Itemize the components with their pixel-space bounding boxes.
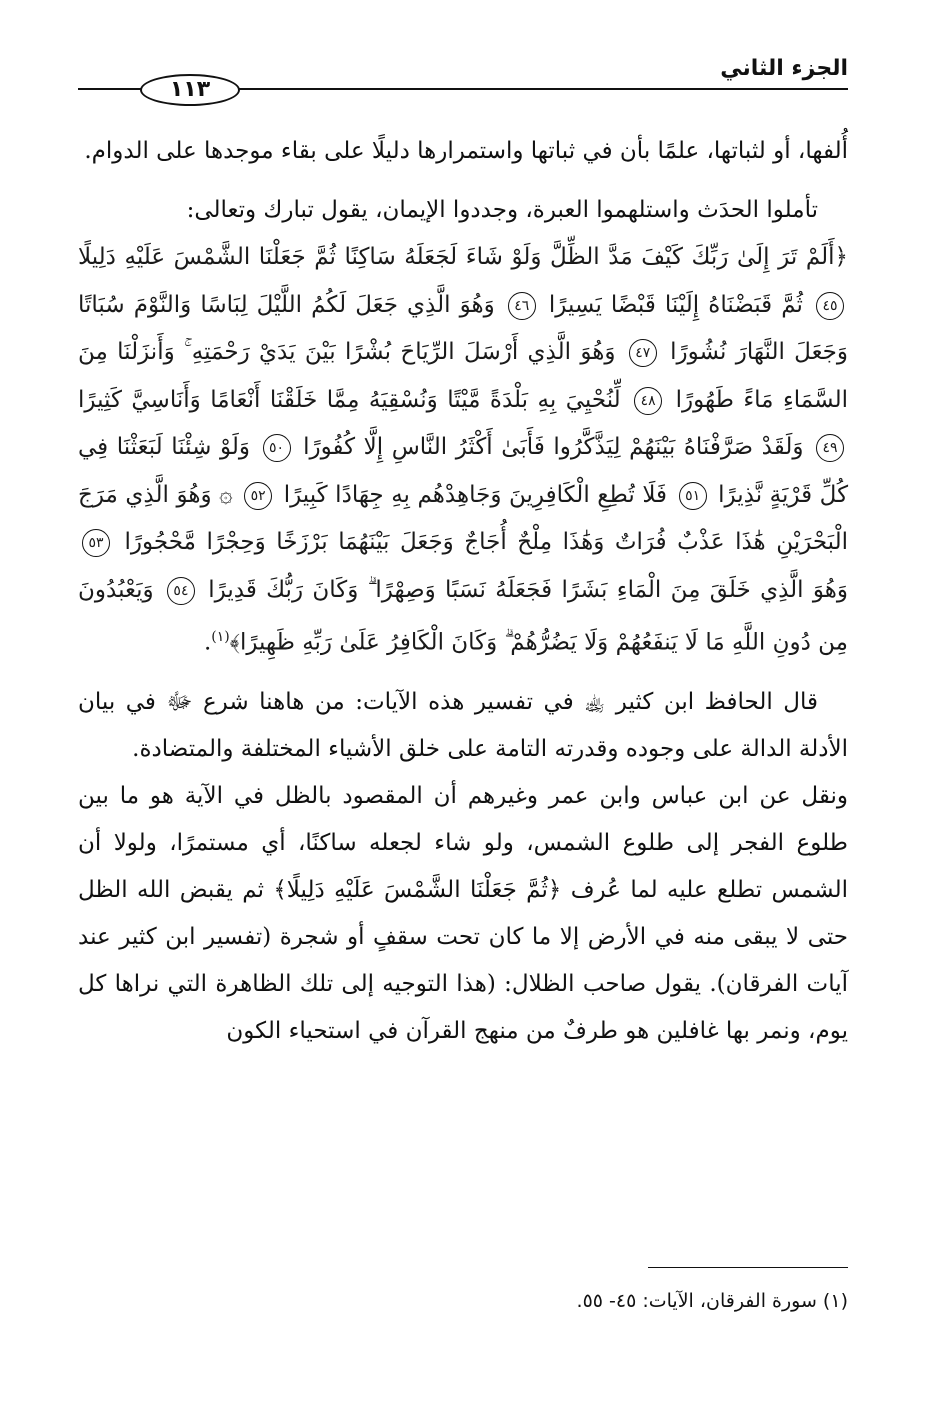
part-title: الجزء الثاني <box>720 56 848 81</box>
quran-segment: وَلَقَدْ صَرَّفْنَاهُ بَيْنَهُمْ لِيَذَّكَّرُوا فَأَبَىٰ أَكْثَرُ النَّاسِ إِلَّا كُفُورًا <box>303 434 804 460</box>
paragraph-3: قال الحافظ ابن كثير ﵀ في تفسير هذه الآيات: من هاهنا شرع ﷻ في بيان الأدلة الدالة على وجوده وقدرته التامة على خلق الأشياء المختلفة والمتضادة. <box>78 689 848 763</box>
ayah-number: ٥٤ <box>167 577 195 605</box>
ayah-number: ٥٠ <box>263 434 291 462</box>
quran-segment: ﴿أَلَمْ تَرَ إِلَىٰ رَبِّكَ كَيْفَ مَدَّ الظِّلَّ وَلَوْ شَاءَ لَجَعَلَهُ سَاكِنًا ثُمَّ جَعَلْنَا الشَّمْسَ عَلَيْهِ دَلِيلًا <box>78 244 848 270</box>
quran-segment: وَيَعْبُدُونَ مِن دُونِ اللَّهِ مَا لَا يَنفَعُهُمْ وَلَا يَضُرُّهُمْ ۗ وَكَانَ الْكَافِرُ عَلَىٰ رَبِّهِ ظَهِيرًا﴾ <box>78 576 848 656</box>
quran-segment: فَلَا تُطِعِ الْكَافِرِينَ وَجَاهِدْهُم بِهِ جِهَادًا كَبِيرًا <box>283 481 668 508</box>
quran-segment: ثُمَّ قَبَضْنَاهُ إِلَيْنَا قَبْضًا يَسِيرًا <box>548 291 803 318</box>
footnote: (١) سورة الفرقان، الآيات: ٤٥- ٥٥. <box>576 1290 848 1312</box>
page-number: ١١٣ <box>140 74 240 106</box>
page-header <box>78 52 848 112</box>
quran-passage <box>78 234 848 667</box>
ayah-number: ٤٨ <box>634 387 662 415</box>
ayah-number: ٤٧ <box>629 339 657 367</box>
quran-segment: وَلَوْ شِئْنَا لَبَعَثْنَا فِي كُلِّ قَرْيَةٍ نَّذِيرًا <box>78 434 849 508</box>
ayah-number: ٥٢ <box>244 482 272 510</box>
ayah-number: ٥٣ <box>82 529 110 557</box>
ayah-number: ٥١ <box>679 482 707 510</box>
paragraph-1: أُلفها، أو لثباتها، علمًا بأن في ثباتها واستمرارها دليلًا على بقاء موجدها على الدوام. <box>84 138 848 164</box>
quran-segment: وَهُوَ الَّذِي أَرْسَلَ الرِّيَاحَ بُشْرًا بَيْنَ يَدَيْ رَحْمَتِهِ ۚ وَأَنزَلْنَا مِنَ السَّمَاءِ مَاءً طَهُورًا <box>78 339 848 413</box>
quran-segment: وَهُوَ الَّذِي خَلَقَ مِنَ الْمَاءِ بَشَرًا فَجَعَلَهُ نَسَبًا وَصِهْرًا ۗ وَكَانَ رَبُّكَ قَدِيرًا <box>208 576 849 603</box>
quran-segment: وَهُوَ الَّذِي جَعَلَ لَكُمُ اللَّيْلَ لِبَاسًا وَالنَّوْمَ سُبَاتًا وَجَعَلَ النَّهَارَ نُشُورًا <box>78 291 849 365</box>
ayah-number: ٤٩ <box>816 434 844 462</box>
paragraph-4: ونقل عن ابن عباس وابن عمر وغيرهم أن المقصود بالظل في الآية هو ما بين طلوع الفجر إلى طلوع الشمس، ولو شاء لجعله ساكنًا، أي مستمرًا، ولولا أن الشمس تطلع عليه لما عُرف ﴿ثُمَّ جَعَلْنَا الشَّمْسَ عَلَيْهِ دَلِيلًا﴾ ثم يقبض الله الظل حتى لا يبقى منه في الأرض إلا ما كان تحت سقفٍ أو شجرة (تفسير ابن كثير عند آيات الفرقان). يقول صاحب الظلال: (هذا التوجيه إلى تلك الظاهرة التي نراها كل يوم، ونمر بها غافلين هو طرفٌ من منهج القرآن في استحياء الكون <box>78 783 848 1045</box>
quran-end-mark: . <box>203 629 212 656</box>
footnote-reference: (١) <box>211 629 230 645</box>
paragraph-2: تأملوا الحدَث واستلهموا العبرة، وجددوا الإيمان، يقول تبارك وتعالى: <box>186 197 818 223</box>
footnote-rule <box>648 1267 848 1268</box>
ayah-number: ٤٥ <box>816 292 844 320</box>
quran-segment: لِّنُحْيِيَ بِهِ بَلْدَةً مَّيْتًا وَنُسْقِيَهُ مِمَّا خَلَقْنَا أَنْعَامًا وَأَنَاسِيَّ كَثِيرًا <box>78 386 621 413</box>
quran-segment: ۞ وَهُوَ الَّذِي مَرَجَ الْبَحْرَيْنِ هَٰذَا عَذْبٌ فُرَاتٌ وَهَٰذَا مِلْحٌ أُجَاجٌ وَجَعَلَ بَيْنَهُمَا بَرْزَخًا وَحِجْرًا مَّحْجُورًا <box>78 481 849 555</box>
ayah-number: ٤٦ <box>508 292 536 320</box>
main-text <box>78 128 848 1055</box>
